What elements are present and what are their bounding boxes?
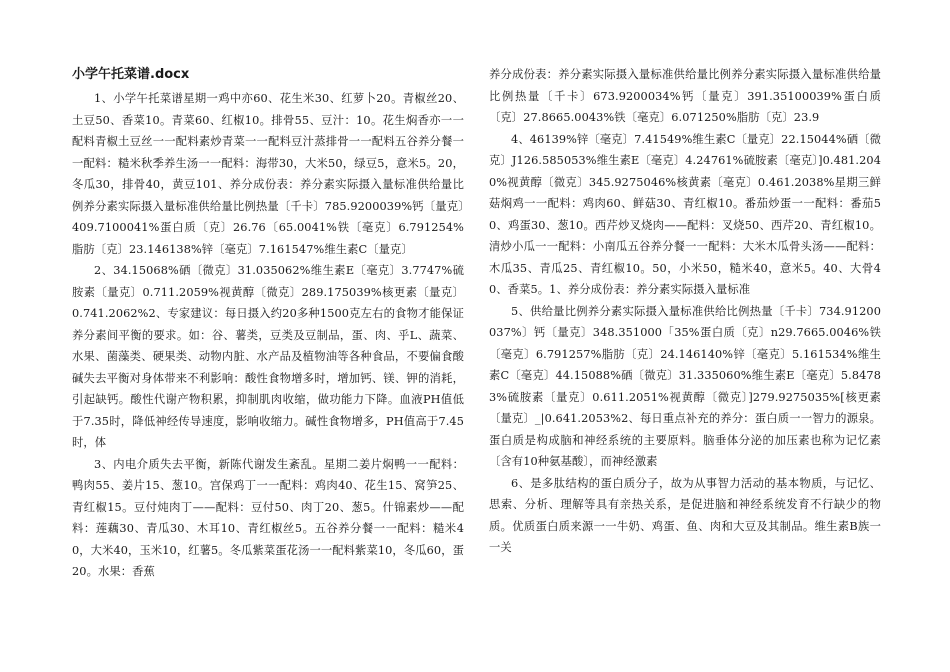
paragraph: 养分成份表：养分素实际摄入量标准供给量比例养分素实际摄入量标准供给量比例热量〔千卡〕673.9200034%钙〔量克〕391.35100039%蛋白质〔克〕27.8665.0043%铁〔毫克〕6.071250%脂肪〔克〕23.9	[489, 68, 881, 124]
paragraph: 6、是多肽结构的蛋白质分子，故为从事智力活动的基本物质，与记忆、思索、分析、理解等具有亲热关系，是促进脑和神经系统发育不行缺少的物质。优质蛋白质来源一一牛奶、鸡蛋、鱼、肉和大豆及其制品。维生素B族一一关	[489, 476, 881, 554]
left-column	[72, 64, 464, 583]
right-column	[489, 64, 881, 559]
paragraph: 2、34.15068%硒〔微克〕31.035062%维生素E〔毫克〕3.7747%硫胺素〔量克〕0.711.2059%视黄醇〔微克〕289.175039%核更素〔量克〕0.741.2062%2、专家建议：每日摄入约20多种1500克左右的食物才能保证养分素间平衡的要求。如：谷、薯类，豆类及豆制品，蛋、肉、乎L、蔬菜、水果、菌藻类、硬果类、动物内脏、水产品及植物油等各种食品，不要偏食酸碱失去平衡对身体带来不利影响：酸性食物增多时，增加钙、镁、钾的消耗，引起缺钙。酸性代谢产物积累，抑制肌肉收缩，做功能力下降。血液PH值低于7.35时，降低神经传导速度，影响收缩力。碱性食物增多，PH值高于7.45时，体	[72, 264, 464, 449]
paragraph: 3、内电介质失去平衡，新陈代谢发生紊乱。星期二姜片焖鸭一一配料：鸭肉55、姜片15、葱10。宫保鸡丁一一配料：鸡肉40、花生15、窝笋25、青红椒15。豆付炖肉丁——配料：豆付50、肉丁20、葱5。什锦素炒——配料：莲藕30、青瓜30、木耳10、青红椒丝5。五谷养分餐一一配料：糙米40，大米40，玉米10，红薯5。冬瓜紫菜蛋花汤一一配料紫菜10，冬瓜60，蛋20。水果：香蕉	[72, 457, 464, 578]
paragraph: 4、46139%锌〔毫克〕7.41549%维生素C〔量克〕22.15044%硒〔微克〕J126.585053%维生素E〔毫克〕4.24761%硫胺素〔毫克〕]0.481.2040%视黄醇〔微克〕345.9275046%核黄素〔毫克〕0.461.2038%星期三鲜菇焖鸡一一配料：鸡肉60、鲜菇30、青红椒10。番茄炒蛋一一配料：番茄50、鸡蛋30、葱10。西芹炒叉烧肉——配料：叉烧50、西芹20、青红椒10。清炒小瓜一一配料：小南瓜五谷养分餐一一配料：大米木瓜骨头汤——配料：木瓜35、青瓜25、青红椒10。50，小米50，糙米40，意米5。40、大骨40、香菜5。1、养分成份表：养分素实际摄入量标准	[489, 132, 881, 296]
paragraph: 5、供给量比例养分素实际摄入量标准供给比例热量〔千卡〕734.91200037%〕钙〔量克〕348.351000「35%蛋白质〔克〕n29.7665.0046%铁〔毫克〕6.791257%脂肪〔克〕24.146140%锌〔毫克〕5.161534%维生素C〔毫克〕44.15088%硒〔微克〕31.335060%维生素E〔毫克〕5.84783%硫胺素〔量克〕0.611.2051%视黄醇〔微克〕]279.9275035%[核更素〔量克〕_|0.641.2053%2、每日重点补充的养分：蛋白质一一智力的源泉。蛋白质是构成脑和神经系统的主要原料。脑垂体分泌的加压素也称为记忆素〔含有10种氨基酸〕，而神经激素	[489, 304, 881, 468]
left-paragraphs	[72, 88, 464, 583]
right-paragraphs	[489, 64, 881, 559]
paragraph: 1、小学午托菜谱星期一鸡中亦60、花生米30、红萝卜20。青椒丝20、土豆50、香菜10。青菜60、红椒10。排骨55、豆汁：10。花生焖香亦一一配料青椒土豆丝一一配料素炒青菜一一配料豆汁蒸排骨一一配料五谷养分餐一一配料：糙米秋季养生汤一一配料：海带30，大米50，绿豆5，意米5。20，冬瓜30，排骨40，黄豆101、养分成份表：养分素实际摄入量标准供给量比例养分素实际摄入量标准供给量比例热量〔千卡〕785.9200039%钙〔量克〕409.7100041%蛋白质〔克〕26.76〔65.0041%铁〔毫克〕6.791254%脂肪〔克〕23.146138%锌〔毫克〕7.161547%维生素C〔量克〕	[72, 92, 464, 256]
document-title: 小学午托菜谱.docx	[72, 67, 190, 82]
